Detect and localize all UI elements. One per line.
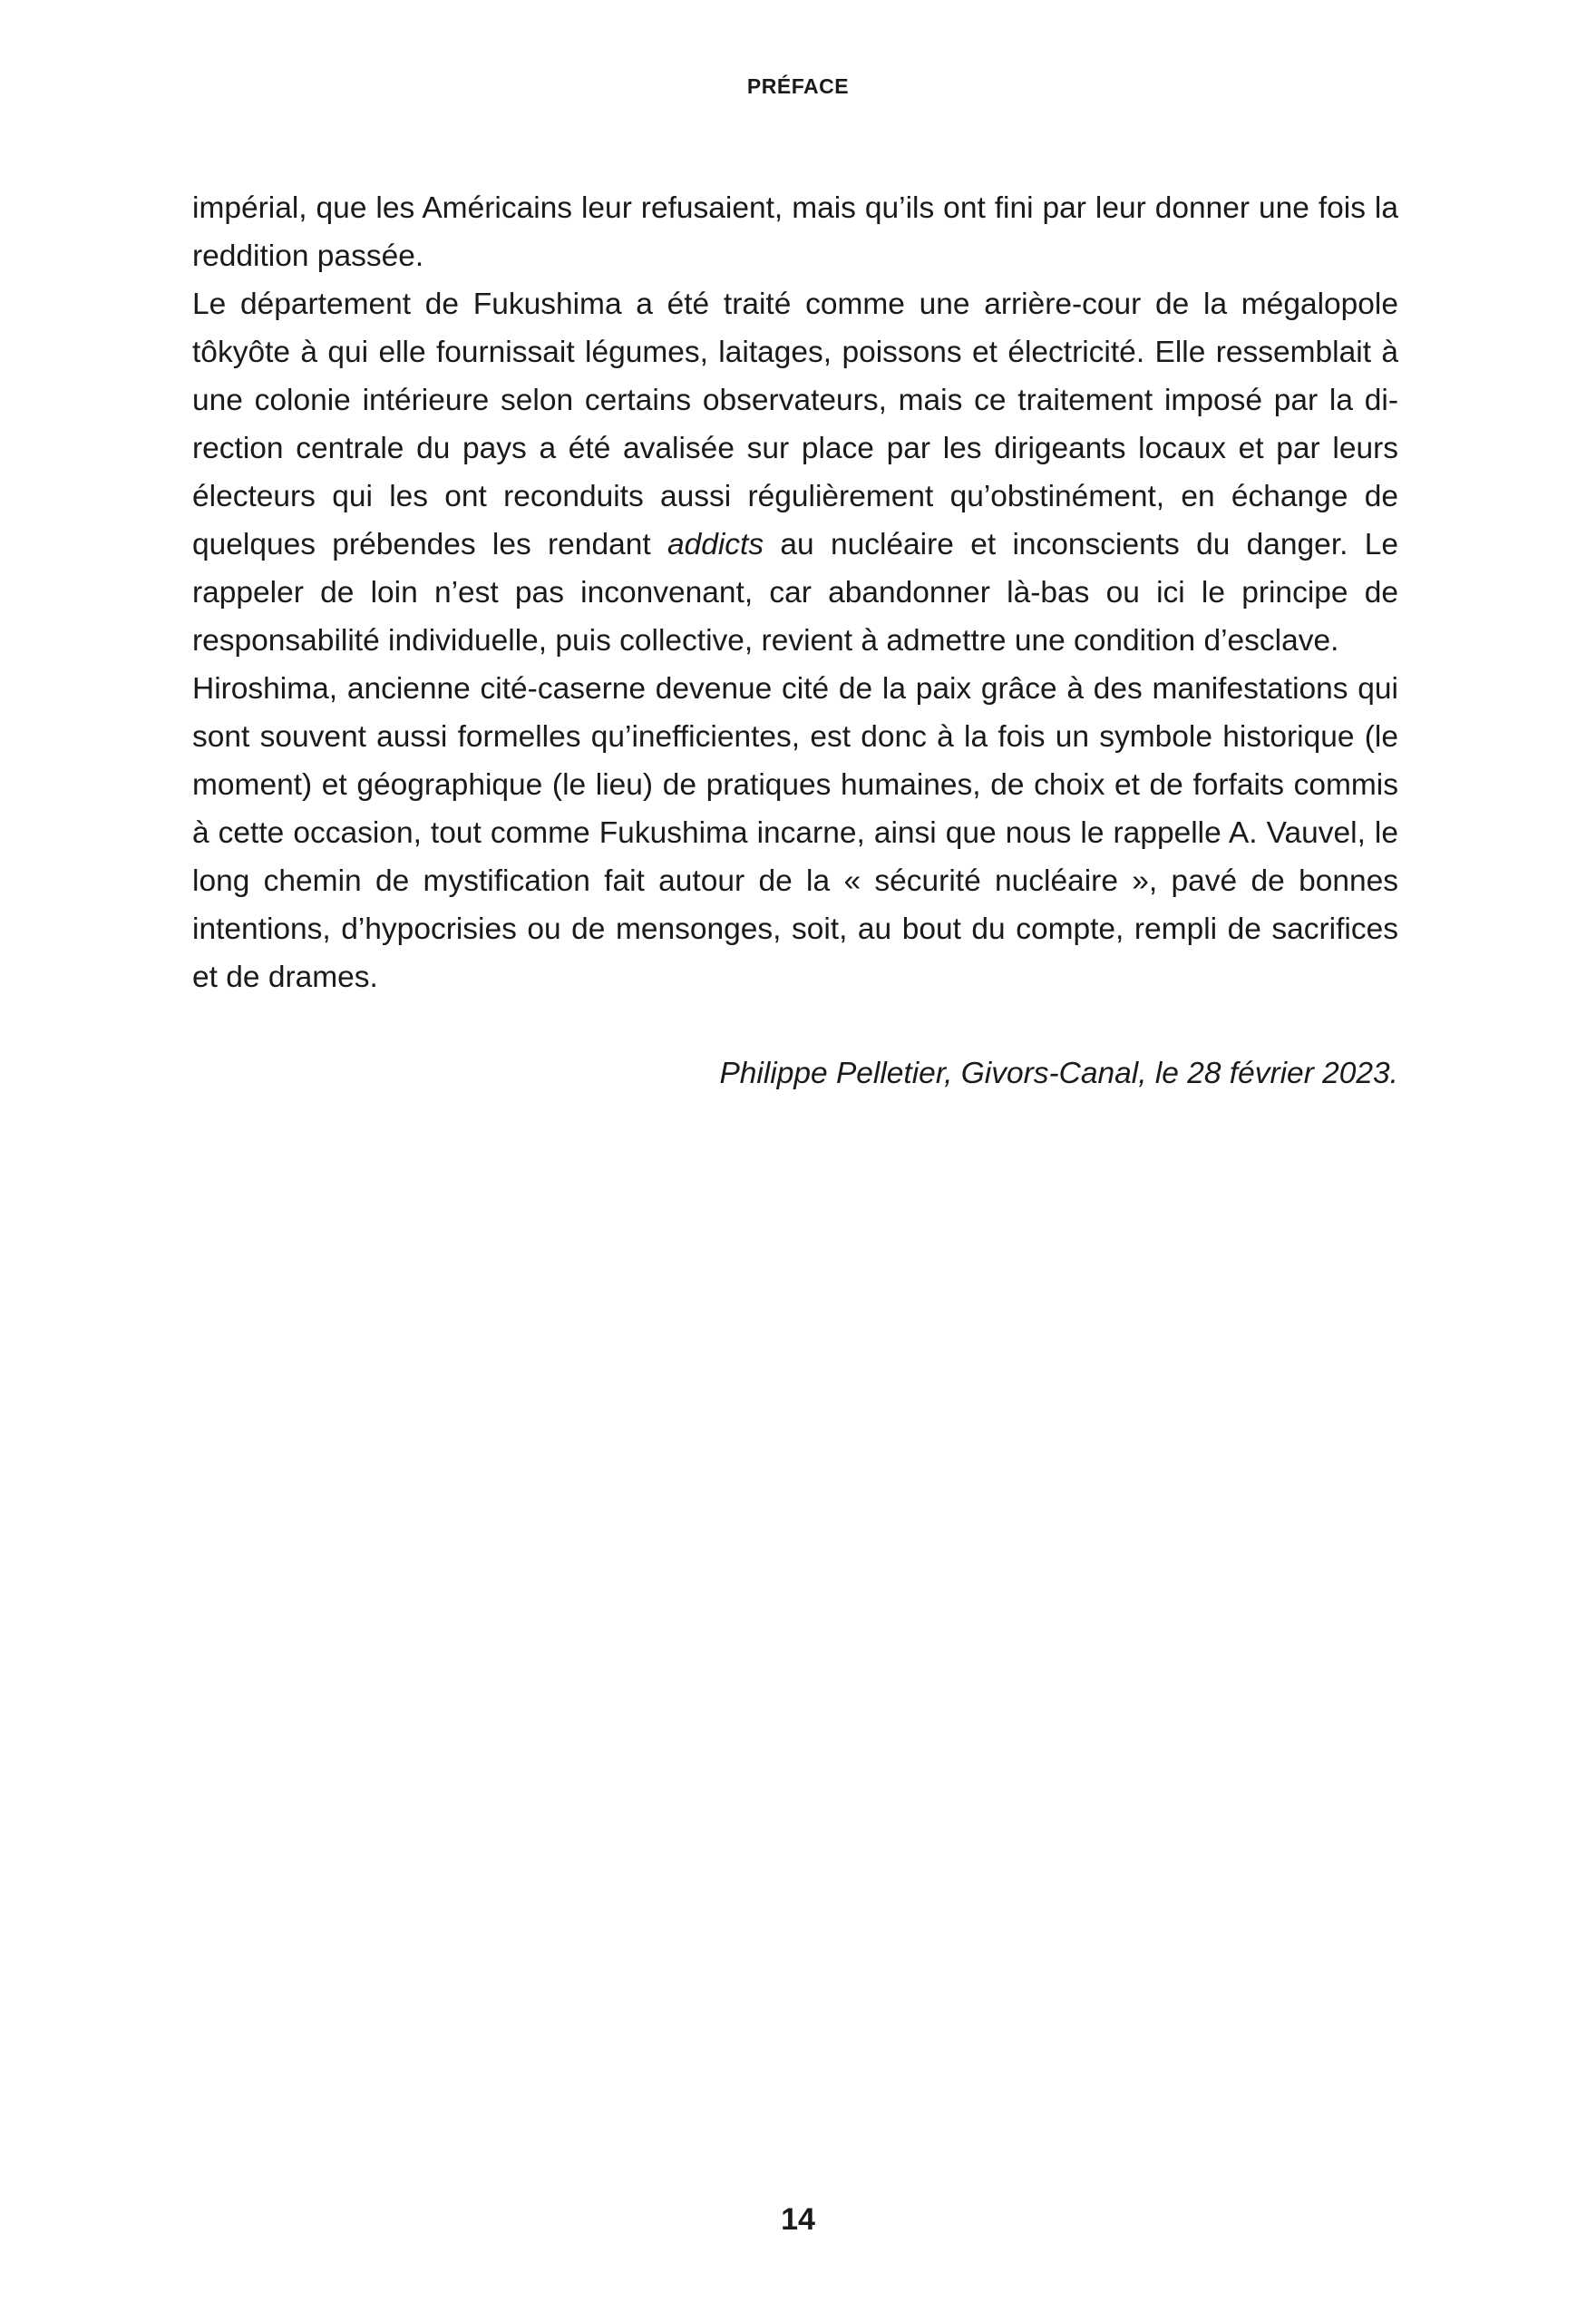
page-number: 14 [781, 2202, 815, 2237]
italic-term-addicts: addicts [667, 528, 764, 561]
paragraph-3: Hiroshima, ancienne cité-caserne devenue cité de la paix grâce à des manifestations qui sont souvent aussi formelles qu’inefficientes, est donc à la fois un symbole historique (le moment) et géographique (le lieu) de pratiques humaines, de choix et de forfaits commis à cette occasion, tout comme Fukushima incarne, ainsi que nous le rappelle A. Vauvel, le long chemin de mystification fait autour de la « sécurité nucléaire », pavé de bonnes intentions, d’hypocrisies ou de mensonges, soit, au bout du compte, rempli de sacrifices et de drames. [192, 672, 1398, 994]
paragraph-1: impérial, que les Américains leur refusaient, mais qu’ils ont fini par leur donner une fois la reddition passée. [192, 191, 1398, 273]
paragraph-2-part-1: Le département de Fukushima a été traité comme une arrière-cour de la mégalopole tôkyôte à qui elle fournissait légumes, laitages, poissons et électricité. Elle ressemblait à une colonie intérieure selon certains observateurs, mais ce traitement imposé par la direction centrale du pays a été avalisée sur place par les dirigeants locaux et par leurs électeurs qui les ont reconduits aussi régulièrement qu’obstinément, en échange de quelques prébendes les rendant [192, 288, 1398, 561]
paragraph-2-part-2: au nucléaire et inconscients du danger. Le rappeler de loin n’est pas inconvenant, car abandonner là-bas ou ici le principe de responsabilité individuelle, puis collective, revient à admettre une condition d’esclave. [192, 528, 1398, 658]
body-text [192, 184, 1398, 1098]
signature: Philippe Pelletier, Givors-Canal, le 28 février 2023. [719, 1057, 1398, 1090]
running-header: PRÉFACE [746, 74, 850, 98]
paragraph-2 [192, 280, 1398, 665]
